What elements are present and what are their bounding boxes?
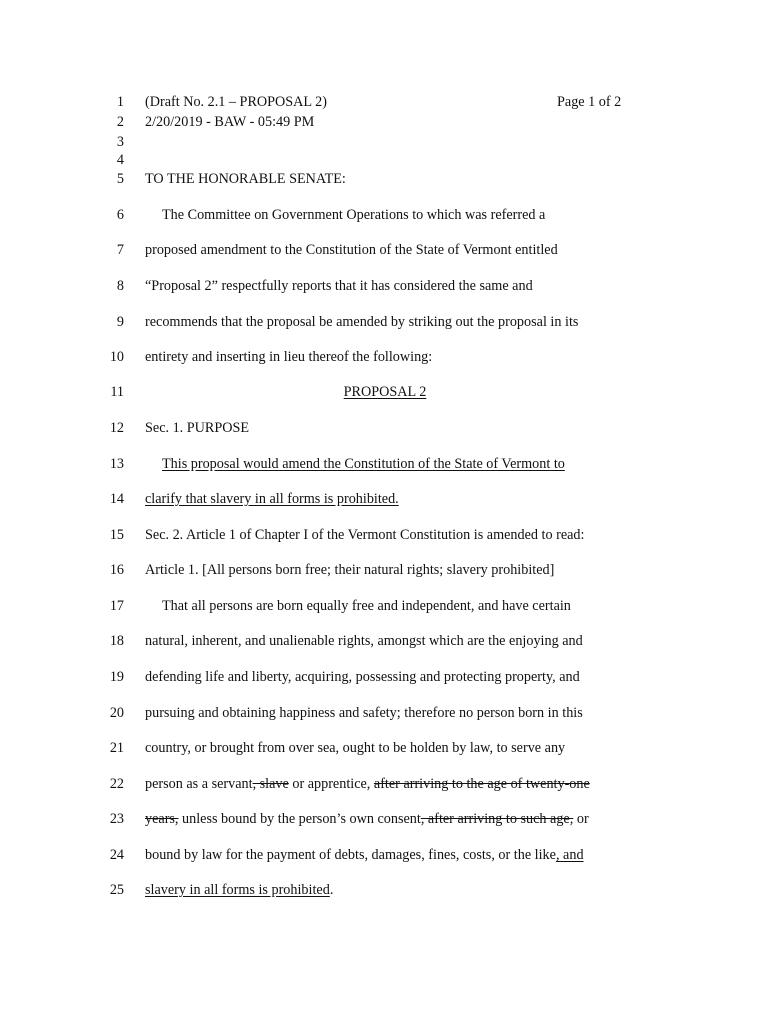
- inserted-text: clarify that slavery in all forms is prohibited.: [145, 491, 399, 507]
- body-text: defending life and liberty, acquiring, possessing and protecting property, and: [145, 669, 580, 685]
- page-number: Page 1 of 2: [557, 94, 622, 110]
- line-number: 13: [109, 456, 124, 472]
- line-number: 24: [109, 847, 124, 863]
- line-number: 10: [109, 349, 124, 365]
- line-number: 20: [109, 705, 124, 721]
- line-number: 16: [109, 562, 124, 578]
- body-text: country, or brought from over sea, ought to be holden by law, to serve any: [145, 740, 566, 756]
- inserted-text: , and: [555, 847, 584, 863]
- body-text: entirety and inserting in lieu thereof the following:: [145, 349, 433, 365]
- body-text: proposed amendment to the Constitution of the State of Vermont entitled: [145, 242, 558, 258]
- struck-text: , after arriving to such age,: [420, 811, 574, 827]
- struck-text: , slave: [252, 776, 289, 792]
- line-number: 1: [116, 94, 124, 110]
- proposal-heading: PROPOSAL 2: [343, 384, 427, 400]
- line-number: 12: [109, 420, 124, 436]
- body-text: person as a servant, slave or apprentice, after arriving to the age of twenty-one: [145, 776, 590, 792]
- section-heading: Sec. 1. PURPOSE: [145, 420, 250, 436]
- line-number: 11: [110, 384, 124, 400]
- salutation: TO THE HONORABLE SENATE:: [145, 171, 346, 187]
- body-text: recommends that the proposal be amended by striking out the proposal in its: [145, 314, 579, 330]
- body-text: bound by law for the payment of debts, damages, fines, costs, or the like, and: [145, 847, 584, 863]
- line-number: 2: [116, 114, 124, 130]
- line-number: 19: [109, 669, 124, 685]
- body-text: slavery in all forms is prohibited.: [145, 882, 334, 898]
- line-number: 9: [116, 314, 124, 330]
- line-number: 5: [116, 171, 124, 187]
- section-heading: Sec. 2. Article 1 of Chapter I of the Vermont Constitution is amended to read:: [145, 527, 585, 543]
- body-text: pursuing and obtaining happiness and safety; therefore no person born in this: [145, 705, 583, 721]
- body-text: The Committee on Government Operations to which was referred a: [162, 207, 546, 223]
- struck-text: after arriving to the age of twenty-one: [373, 776, 590, 792]
- line-number: 17: [109, 598, 124, 614]
- body-text: That all persons are born equally free and independent, and have certain: [162, 598, 571, 614]
- line-number: 7: [116, 242, 124, 258]
- body-text: years, unless bound by the person’s own consent, after arriving to such age, or: [145, 811, 589, 827]
- inserted-text: slavery in all forms is prohibited: [145, 882, 330, 898]
- draft-date: 2/20/2019 - BAW - 05:49 PM: [145, 114, 315, 130]
- line-number: 6: [116, 207, 124, 223]
- body-text: “Proposal 2” respectfully reports that it has considered the same and: [145, 278, 533, 294]
- line-number: 23: [109, 811, 124, 827]
- line-number: 22: [109, 776, 124, 792]
- line-number: 21: [109, 740, 124, 756]
- line-number: 25: [109, 882, 124, 898]
- draft-label: (Draft No. 2.1 – PROPOSAL 2): [145, 94, 327, 110]
- body-text: natural, inherent, and unalienable rights, amongst which are the enjoying and: [145, 633, 583, 649]
- line-number: 4: [116, 152, 124, 168]
- line-number: 18: [109, 633, 124, 649]
- struck-text: years,: [145, 811, 179, 827]
- line-number: 14: [109, 491, 124, 507]
- line-number: 15: [109, 527, 124, 543]
- line-number: 3: [116, 134, 124, 150]
- line-number: 8: [116, 278, 124, 294]
- inserted-text: This proposal would amend the Constitution of the State of Vermont to: [162, 456, 565, 472]
- article-heading: Article 1. [All persons born free; their natural rights; slavery prohibited]: [145, 562, 555, 578]
